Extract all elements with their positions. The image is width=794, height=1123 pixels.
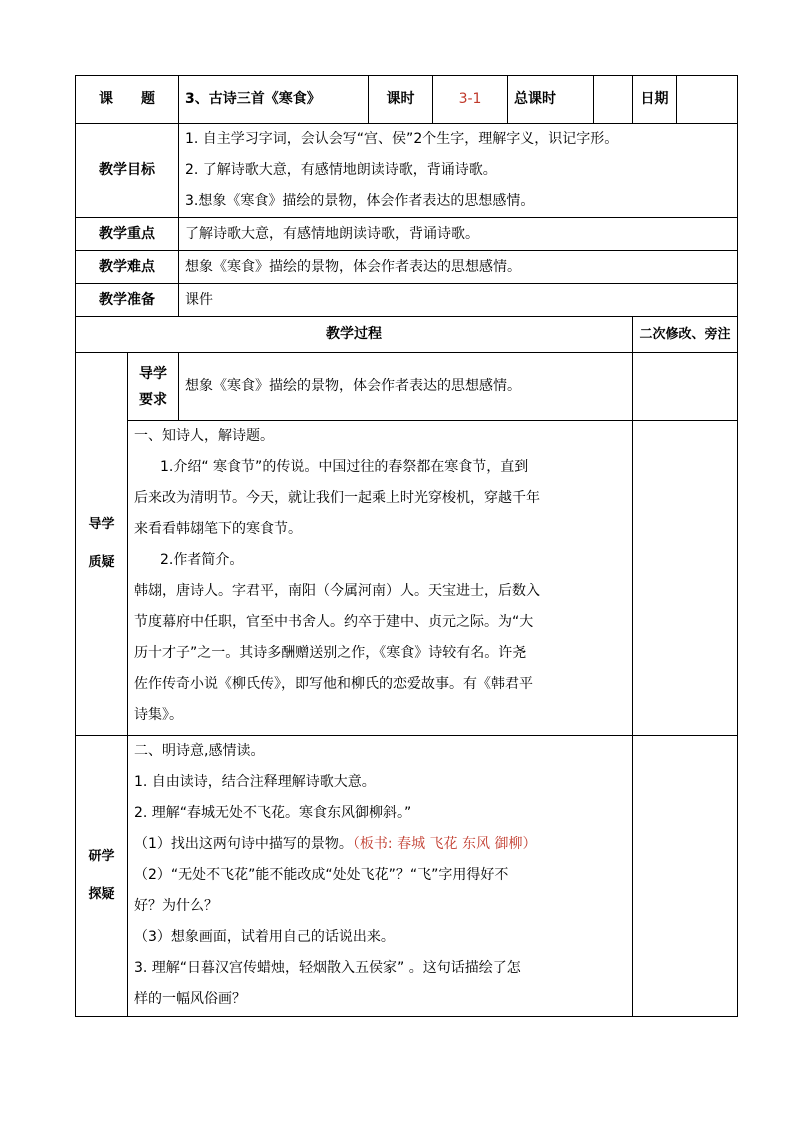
prep-label: 教学准备 — [76, 284, 179, 317]
content-line: 好？为什么？ — [134, 898, 218, 914]
content-line: 后来改为清明节。今天，就让我们一起乘上时光穿梭机，穿越千年 — [134, 490, 540, 506]
notes-cell — [633, 421, 738, 736]
difficulty-row — [76, 251, 738, 284]
content-line: 1.介绍“ 寒食节”的传说。中国过往的春祭都在寒食节，直到 — [160, 459, 529, 475]
process-title: 教学过程 — [76, 317, 633, 353]
content-line: 1. 自由读诗，结合注释理解诗歌大意。 — [134, 774, 376, 790]
section2-row — [76, 736, 738, 1017]
total-periods-label: 总课时 — [508, 76, 594, 124]
goals-label: 教学目标 — [76, 124, 179, 218]
content-line: 2. 理解“春城无处不飞花。寒食东风御柳斜。” — [134, 805, 412, 821]
goal-item: 2. 了解诗歌大意，有感情地朗读诗歌，背诵诗歌。 — [185, 162, 497, 178]
goal-item: 1. 自主学习字词，会认会写“宫、侯”2个生字，理解字义，识记字形。 — [185, 131, 619, 147]
focus-row — [76, 218, 738, 251]
section2-side-label: 研学 探疑 — [76, 736, 128, 1017]
content-line: （1）找出这两句诗中描写的景物。（板书: 春城 飞花 东风 御柳） — [134, 836, 537, 852]
focus-label: 教学重点 — [76, 218, 179, 251]
process-header-row — [76, 317, 738, 353]
content-line: 历十才子”之一。其诗多酬赠送别之作，《寒食》诗较有名。许尧 — [134, 645, 527, 661]
content-line: 2.作者简介。 — [160, 552, 244, 568]
notes-title: 二次修改、旁注 — [633, 317, 738, 353]
header-row — [76, 76, 738, 124]
lesson-plan-table — [75, 75, 738, 1017]
topic-label: 课 题 — [76, 76, 179, 124]
difficulty-label: 教学难点 — [76, 251, 179, 284]
date-value — [677, 76, 738, 124]
content-line: 二、明诗意,感情读。 — [134, 743, 265, 759]
topic-value: 3、古诗三首《寒食》 — [179, 76, 369, 124]
requirement-label: 导学 要求 — [128, 353, 179, 421]
goals-content — [179, 124, 738, 218]
prep-row — [76, 284, 738, 317]
section1-content-row — [76, 421, 738, 736]
notes-cell — [633, 353, 738, 421]
section2-content — [128, 736, 633, 1017]
requirement-text: 想象《寒食》描绘的景物，体会作者表达的思想感情。 — [179, 353, 633, 421]
content-line: 节度幕府中任职，官至中书舍人。约卒于建中、贞元之际。为“大 — [134, 614, 534, 630]
content-line: 诗集》。 — [134, 707, 183, 723]
period-label: 课时 — [369, 76, 433, 124]
notes-cell — [633, 736, 738, 1017]
content-line: （3）想象画面，试着用自己的话说出来。 — [134, 929, 395, 945]
content-line: 佐作传奇小说《柳氏传》，即写他和柳氏的恋爱故事。有《韩君平 — [134, 676, 533, 692]
total-periods-value — [594, 76, 633, 124]
content-line: 3. 理解“日暮汉宫传蜡烛，轻烟散入五侯家” 。这句话描绘了怎 — [134, 960, 521, 976]
period-value: 3-1 — [433, 76, 508, 124]
difficulty-text: 想象《寒食》描绘的景物，体会作者表达的思想感情。 — [179, 251, 738, 284]
focus-text: 了解诗歌大意，有感情地朗读诗歌，背诵诗歌。 — [179, 218, 738, 251]
date-label: 日期 — [633, 76, 677, 124]
prep-text: 课件 — [179, 284, 738, 317]
lesson-plan-document — [75, 75, 737, 1023]
requirement-row — [76, 353, 738, 421]
goal-item: 3.想象《寒食》描绘的景物，体会作者表达的思想感情。 — [185, 193, 535, 209]
content-line: 一、知诗人，解诗题。 — [134, 428, 274, 444]
content-line: 韩翃，唐诗人。字君平，南阳（今属河南）人。天宝进士，后数入 — [134, 583, 540, 599]
content-line: 样的一幅风俗画？ — [134, 991, 246, 1007]
goals-row — [76, 124, 738, 218]
content-line: （2）“无处不飞花”能不能改成“处处飞花”？“飞”字用得好不 — [134, 867, 509, 883]
section1-side-label: 导学 质疑 — [76, 353, 128, 736]
section1-content — [128, 421, 633, 736]
board-note: （板书: 春城 飞花 东风 御柳） — [352, 836, 537, 852]
content-line: 来看看韩翃笔下的寒食节。 — [134, 521, 302, 537]
